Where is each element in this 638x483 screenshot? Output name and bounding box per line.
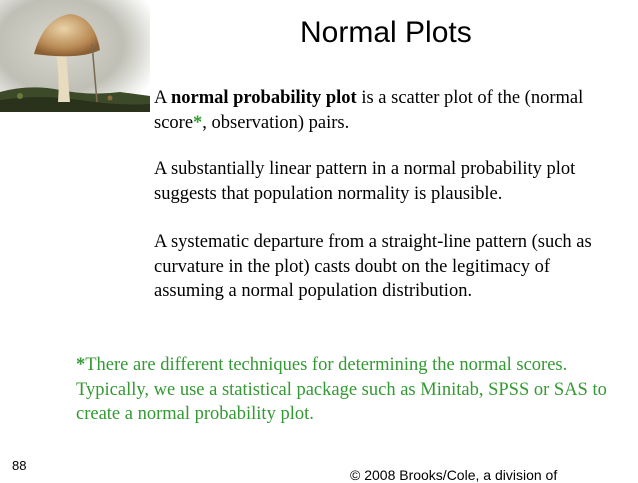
mushroom-image: [0, 0, 150, 112]
footnote-marker: *: [193, 112, 203, 133]
paragraph-linear-pattern: A substantially linear pattern in a normal probability plot suggests that population normality is plausible.: [154, 159, 576, 204]
para1-middle: is a scatter plot of the (normal score: [154, 88, 584, 133]
para1-intro: A: [154, 88, 171, 108]
footnote-star: *: [76, 355, 86, 375]
copyright-notice: © 2008 Brooks/Cole, a division of: [350, 467, 558, 483]
term-normal-probability-plot: normal probability plot: [170, 88, 357, 108]
para1-end: , observation) pairs.: [202, 112, 350, 133]
footnote-text: There are different techniques for determining the normal scores. Typically, we use a statistical package such as Minitab, SPSS or SAS to create a normal probability plot.: [76, 355, 607, 424]
slide-title: Normal Plots: [300, 16, 472, 49]
paragraph-departure: A systematic departure from a straight-line pattern (such as curvature in the plot) casts doubt on the legitimacy of assuming a normal population distribution.: [154, 232, 592, 301]
paragraph-definition: [154, 86, 624, 135]
page-number: 88: [12, 458, 27, 473]
footnote: [76, 353, 638, 427]
